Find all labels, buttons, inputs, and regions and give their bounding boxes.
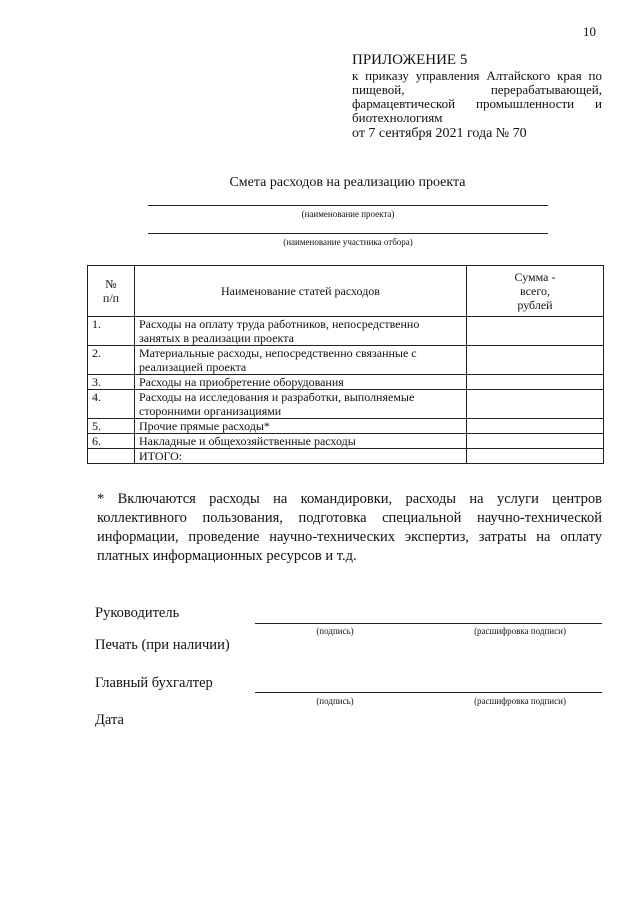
accountant-signature-line (255, 692, 602, 693)
participant-line (148, 233, 548, 234)
row-sum (467, 375, 604, 390)
row-number (88, 449, 135, 464)
row-name: Накладные и общехозяйственные расходы (135, 434, 467, 449)
row-number: 3. (88, 375, 135, 390)
seal-label: Печать (при наличии) (95, 637, 230, 653)
participant-hint: (наименование участника отбора) (283, 237, 413, 247)
row-number: 2. (88, 346, 135, 375)
table-row (88, 419, 604, 434)
header-sum: Сумма - всего, рублей (467, 266, 604, 317)
cost-table (87, 265, 604, 464)
row-name: ИТОГО: (135, 449, 467, 464)
row-name: Материальные расходы, непосредственно связанные с реализацией проекта (135, 346, 467, 375)
row-sum (467, 346, 604, 375)
row-number: 5. (88, 419, 135, 434)
accountant-label: Главный бухгалтер (95, 675, 213, 691)
appendix-body: к приказу управления Алтайского края по пищевой, перерабатывающей, фармацевтической промышленности и биотехнологиям (352, 68, 602, 125)
row-sum (467, 419, 604, 434)
row-sum (467, 434, 604, 449)
table-total-row (88, 449, 604, 464)
header-number: № п/п (88, 266, 135, 317)
row-number: 4. (88, 390, 135, 419)
footnote: * Включаются расходы на командировки, расходы на услуги центров коллективного пользования, подготовка специальной научно-технической информации, проведение научно-технических экспертиз, затраты на оплату платных информационных ресурсов и т.д. (97, 491, 602, 564)
head-decoding-hint: (расшифровка подписи) (474, 626, 566, 636)
row-number: 6. (88, 434, 135, 449)
table-row (88, 434, 604, 449)
row-name: Расходы на исследования и разработки, выполняемые сторонними организациями (135, 390, 467, 419)
appendix-block (352, 52, 602, 141)
row-sum (467, 390, 604, 419)
table-row (88, 317, 604, 346)
project-name-hint: (наименование проекта) (301, 209, 395, 219)
table-row (88, 375, 604, 390)
date-label: Дата (95, 712, 124, 728)
project-name-line (148, 205, 548, 206)
accountant-signature-hint: (подпись) (316, 696, 354, 706)
header-name: Наименование статей расходов (135, 266, 467, 317)
head-signature-line (255, 623, 602, 624)
accountant-decoding-hint: (расшифровка подписи) (474, 696, 566, 706)
row-sum (467, 449, 604, 464)
appendix-title: ПРИЛОЖЕНИЕ 5 (352, 52, 468, 68)
page-number: 10 (583, 24, 596, 39)
row-name: Расходы на приобретение оборудования (135, 375, 467, 390)
row-sum (467, 317, 604, 346)
table-header-row (88, 266, 604, 317)
head-label: Руководитель (95, 605, 180, 621)
table-row (88, 390, 604, 419)
document-title: Смета расходов на реализацию проекта (229, 175, 466, 190)
row-number: 1. (88, 317, 135, 346)
row-name: Расходы на оплату труда работников, непосредственно занятых в реализации проекта (135, 317, 467, 346)
table-row (88, 346, 604, 375)
appendix-date: от 7 сентября 2021 года № 70 (352, 126, 527, 141)
row-name: Прочие прямые расходы* (135, 419, 467, 434)
head-signature-hint: (подпись) (316, 626, 354, 636)
